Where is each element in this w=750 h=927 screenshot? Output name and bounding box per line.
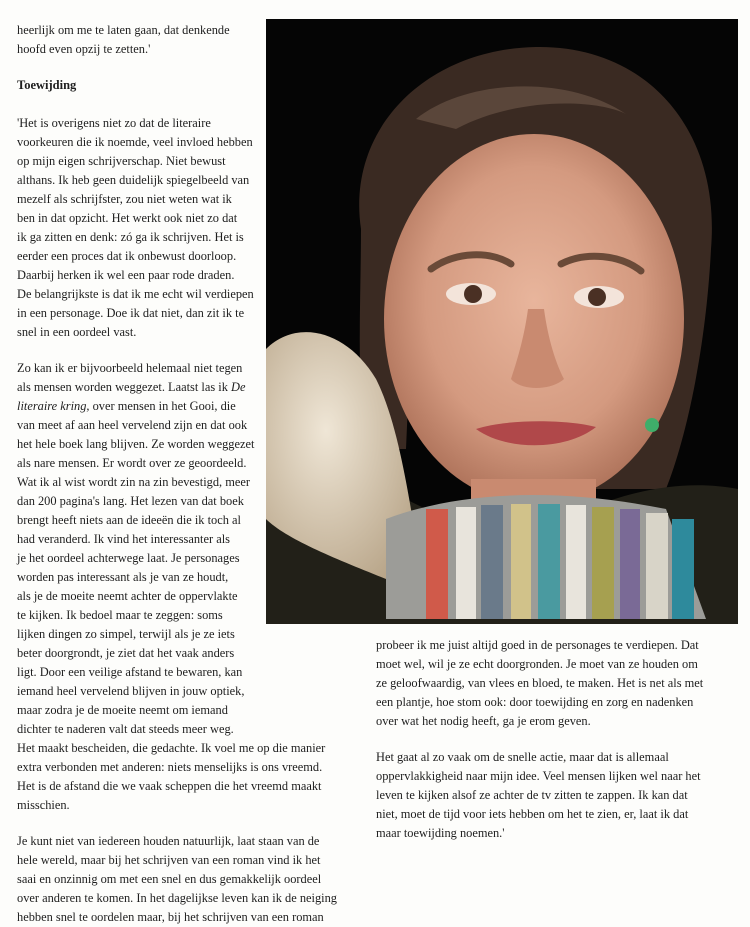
section-heading: Toewijding [17,78,77,92]
text-line: hoofd even opzij te zetten.' [17,42,151,56]
text-line: in een personage. Doe ik dat niet, dan zit ik te [17,306,245,320]
text-line: Het gaat al zo vaak om de snelle actie, maar dat is allemaal [376,750,669,764]
text-line: een plantje, hoe stom ook: door toewijding en zorg en nadenken [376,695,694,709]
text-line: misschien. [17,798,70,812]
text-line: moet wel, wil je ze echt doorgronden. Je moet van ze houden om [376,657,698,671]
text-line: Het maakt bescheiden, die gedachte. Ik voel me op die manier [17,741,326,755]
text-fragment: als mensen worden weggezet. Laatst las ik [17,380,232,394]
text-line: voorkeuren die ik noemde, veel invloed hebben [17,135,253,149]
text-line: hebben snel te oordelen maar, bij het schrijven van een roman [17,910,324,924]
text-line: snel in een oordeel vast. [17,325,137,339]
text-line: niet, moet de tijd voor iets hebben om het te zien, er, laat ik dat [376,807,689,821]
text-line: 'Het is overigens niet zo dat de literaire [17,116,211,130]
left-text-column [17,21,337,927]
author-portrait-photo [266,19,738,624]
text-line: ik ga zitten en denk: zó ga ik schrijven. Het is [17,230,244,244]
text-line: De belangrijkste is dat ik me echt wil verdiepen [17,287,254,301]
text-line: Wat ik al wist wordt zin na zin bevestigd, meer [17,475,250,489]
text-line: ze geloofwaardig, van vlees en bloed, te maken. Het is net als met [376,676,704,690]
text-line: iemand heel vervelend blijven in jouw optiek, [17,684,245,698]
text-line: van meet af aan heel vervelend zijn en dat ook [17,418,248,432]
text-line: het hele boek lang blijven. Ze worden weggezet [17,437,255,451]
text-line: over anderen te komen. In het dagelijkse leven kan ik de neiging [17,891,337,905]
intro-paragraph [17,21,267,59]
text-line: extra verbonden met anderen: niets menselijks is ons vreemd. [17,760,323,774]
text-line: beter doorgrondt, je ziet dat het vaak anders [17,646,235,660]
text-line: probeer ik me juist altijd goed in de personages te verdiepen. Dat [376,638,699,652]
paragraph-1 [17,114,267,342]
text-line: maar zodra je de moeite neemt om iemand [17,703,228,717]
text-fragment: over mensen in het Gooi, die [89,399,236,413]
portrait-illustration [266,19,738,624]
text-line: oppervlakkigheid naar mijn idee. Veel mensen lijken wel naar het [376,769,701,783]
paragraph-3 [17,832,337,927]
text-line: worden pas interessant als je van ze houdt, [17,570,229,584]
right-paragraph-2 [376,748,746,843]
text-line: leven te kijken alsof ze achter de tv zitten te zappen. Ik kan dat [376,788,688,802]
text-line: Je kunt niet van iedereen houden natuurlijk, laat staan van de [17,834,320,848]
text-line: saai en onzinnig om met een snel en dus gemakkelijk oordeel [17,872,322,886]
text-line: heerlijk om me te laten gaan, dat denkende [17,23,230,37]
book-title: literaire kring, [17,399,90,413]
text-line: dan 200 pagina's lang. Het lezen van dat boek [17,494,244,508]
text-line: als je de moeite neemt achter de oppervlakte [17,589,238,603]
text-line: hele wereld, maar bij het schrijven van een roman vind ik het [17,853,321,867]
text-line: over wat het nodig heeft, ga je erom geven. [376,714,591,728]
right-paragraph-1 [376,636,746,731]
text-line: lijken dingen zo simpel, terwijl als je ze iets [17,627,235,641]
text-line [17,397,267,416]
text-line: als nare mensen. Er wordt over ze geoordeeld. [17,456,247,470]
text-line: ben in dat opzicht. Het werkt ook niet zo dat [17,211,238,225]
text-line: dichter te naderen valt dat steeds meer weg. [17,722,234,736]
paragraph-2 [17,359,326,815]
text-line: Het is de afstand die we vaak scheppen die het vreemd maakt [17,779,322,793]
text-line: mezelf als schrijfster, zou niet weten wat ik [17,192,232,206]
text-line: te kijken. Ik bedoel maar te zeggen: soms [17,608,223,622]
text-line: maar toewijding noemen.' [376,826,505,840]
text-line: Daarbij herken ik wel een paar rode draden. [17,268,235,282]
text-line: op mijn eigen schrijverschap. Niet bewust [17,154,226,168]
right-text-column [376,636,746,843]
text-line: je het oordeel achterwege laat. Je personages [17,551,240,565]
text-line: Zo kan ik er bijvoorbeeld helemaal niet tegen [17,361,243,375]
book-title: De [231,380,246,394]
text-line [17,378,267,397]
text-line: eerder een proces dat ik onbewust doorloop. [17,249,237,263]
text-line: althans. Ik heb geen duidelijk spiegelbeeld van [17,173,250,187]
text-line: ligt. Door een veilige afstand te bewaren, kan [17,665,243,679]
text-line: had veranderd. Ik vind het interessanter als [17,532,230,546]
text-line: brengt heeft niets aan de ideeën die ik toch al [17,513,241,527]
